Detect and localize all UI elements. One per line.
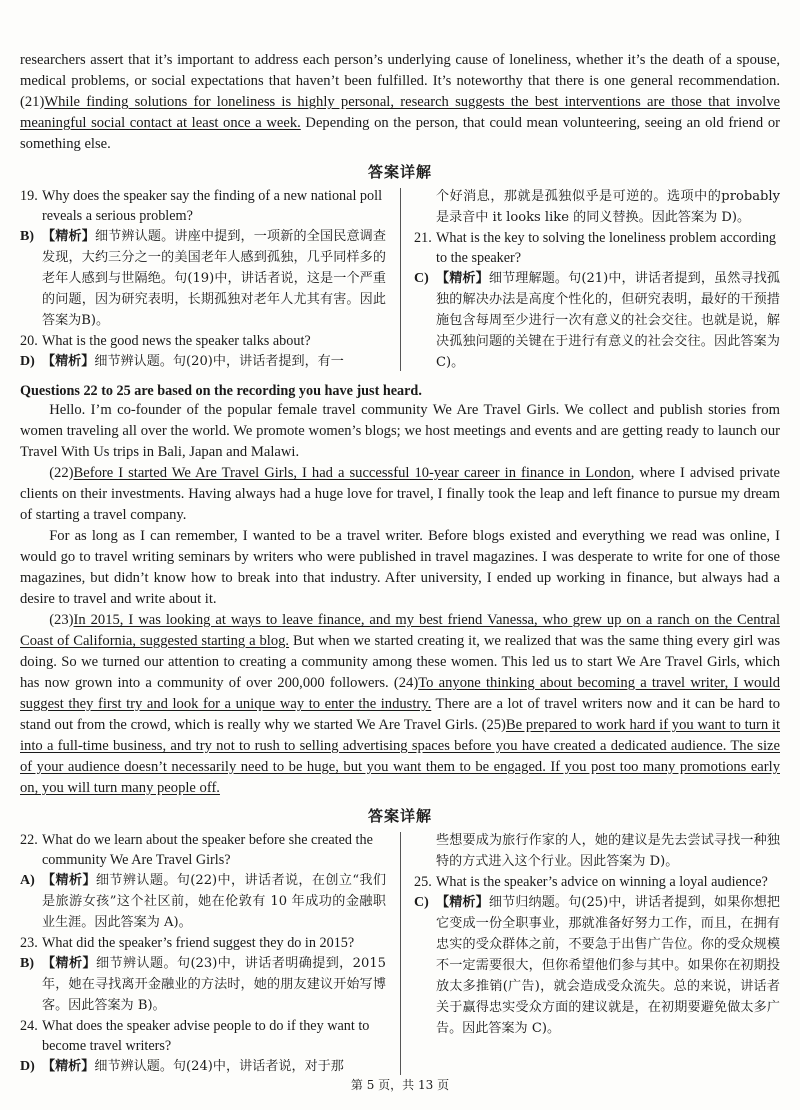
paragraph-text: There are a lot of travel writers now and it can be hard to stand out from the crowd, which is really why we started We Are Travel Girls. (25) bbox=[20, 696, 781, 733]
passage-paragraph-4 bbox=[20, 610, 780, 799]
underlined-sentence: Be prepared to work hard if you want to turn it into a full-time business, and try not to rush to selling advertising spaces before you have created a dedicated audience. The size of your audience doesn’t necessarily need to be huge, but you want them to be engaged. If you post too many promotions early on, you will turn many people off. bbox=[20, 717, 780, 796]
question-number: 20. bbox=[20, 333, 38, 349]
question-number: 25. bbox=[414, 874, 432, 890]
analysis-tag: 【精析】 bbox=[42, 1059, 95, 1074]
question-22 bbox=[20, 830, 386, 870]
intro-underlined: While finding solutions for loneliness is highly personal, research suggests the best interventions are those that involve meaningful social contact at least once a week. bbox=[20, 94, 780, 131]
document-page bbox=[20, 50, 780, 1077]
answer-text: 细节辨认题。句(23)中，讲话者明确提到，2015 年，她在寻找离开金融业的方法时，她的朋友建议开始写博客。因此答案为 B)。 bbox=[42, 956, 387, 1013]
question-text: What does the speaker advise people to do if they want to become travel writers? bbox=[42, 1018, 370, 1054]
paragraph-text: , where I advised private clients on their investments. Having always had a huge love for travel, I finally took the leap and left finance to pursue my dream of starting a travel company. bbox=[20, 465, 780, 523]
question-number: 21. bbox=[414, 230, 432, 246]
passage-paragraph-2 bbox=[20, 463, 780, 526]
question-25 bbox=[414, 872, 780, 892]
answer-text: 细节辨认题。句(24)中，讲话者说，对于那 bbox=[94, 1059, 344, 1074]
right-column bbox=[414, 186, 780, 373]
question-text: What did the speaker’s friend suggest they do in 2015? bbox=[42, 935, 355, 951]
underlined-sentence: To anyone thinking about becoming a travel writer, I would suggest they first try and look for a unique way to enter the industry. bbox=[20, 675, 780, 712]
question-number: 19. bbox=[20, 188, 38, 204]
answer-24 bbox=[20, 1056, 386, 1077]
answer-text: 细节辨认题。讲座中提到，一项新的全国民意调查发现，大约三分之一的美国老年人感到孤独，几乎同样多的老年人感到与世隔绝。句(19)中，讲话者说，这是一个严重的问题，因为研究表明，长期孤独对老年人尤其有害。因此答案为B)。 bbox=[42, 229, 387, 328]
question-19 bbox=[20, 186, 386, 226]
intro-paragraph bbox=[20, 50, 780, 155]
question-text: What do we learn about the speaker before she created the community We Are Travel Girls? bbox=[42, 832, 373, 868]
analysis-tag: 【精析】 bbox=[42, 229, 95, 244]
question-text: What is the key to solving the loneliness problem according to the speaker? bbox=[436, 230, 777, 266]
left-column bbox=[20, 830, 386, 1077]
answer-19 bbox=[20, 226, 386, 331]
answer-label: C) bbox=[414, 895, 429, 910]
intro-text: researchers assert that it’s important to address each person’s underlying cause of loneliness, whether it’s the death of a spouse, medical problems, or social expectations that haven’t been fulfilled. It’s noteworthy that there is one general recommendation. (21) bbox=[20, 52, 780, 110]
answer-label: B) bbox=[20, 956, 34, 971]
answer-label: D) bbox=[20, 1059, 35, 1074]
answer-23 bbox=[20, 953, 386, 1016]
ref-marker: (22) bbox=[49, 465, 74, 481]
question-23 bbox=[20, 933, 386, 953]
answer-text: 细节归纳题。句(25)中，讲话者提到，如果你想把它变成一份全职事业，那就准备好努力工作，而且，在拥有忠实的受众群体之前，不要急于出售广告位。你的受众规模不一定需要很大，但你希望他们参与其中。如果你在初期投放太多推销(广告)，就会造成受众流失。总的来说，讲话者关于赢得忠实受众方面的建议就是，在初期要避免做太多广告。因此答案为 C)。 bbox=[436, 895, 780, 1036]
left-column bbox=[20, 186, 386, 373]
question-text: What is the good news the speaker talks about? bbox=[42, 333, 311, 349]
answer-text: 细节辨认题。句(20)中，讲话者提到，有一 bbox=[94, 354, 344, 369]
answer-heading-2: 答案详解 bbox=[367, 807, 432, 825]
right-column bbox=[414, 830, 780, 1077]
column-divider bbox=[400, 832, 401, 1075]
answer-text: 细节理解题。句(21)中，讲话者提到，虽然寻找孤独的解决办法是高度个性化的，但研究表明，最好的干预措施包含每周至少进行一次有意义的社会交往。也就是说，解决孤独问题的关键在于进行有意义的社会交往。因此答案为 C)。 bbox=[436, 271, 780, 370]
answer-25 bbox=[414, 892, 780, 1039]
question-text: Why does the speaker say the finding of a new national poll reveals a serious problem? bbox=[42, 188, 383, 224]
answers-block-1 bbox=[20, 186, 780, 373]
paragraph-text: But when we started creating it, we realized that was the same thing every girl was doing. So we turned our attention to creating a community among these women. This led us to start We Are Travel Girls, which has now grown into a community of over 200,000 followers. (24) bbox=[20, 633, 780, 691]
answer-20-continued: 个好消息，那就是孤独似乎是可逆的。选项中的probably是录音中 it looks like 的同义替换。因此答案为 D)。 bbox=[436, 189, 780, 225]
analysis-tag: 【精析】 bbox=[436, 271, 489, 286]
answer-20 bbox=[20, 351, 386, 372]
analysis-tag: 【精析】 bbox=[42, 354, 95, 369]
question-21 bbox=[414, 228, 780, 268]
answer-heading-1: 答案详解 bbox=[367, 163, 432, 181]
analysis-tag: 【精析】 bbox=[42, 873, 96, 888]
passage-paragraph-1: Hello. I’m co-founder of the popular female travel community We Are Travel Girls. We collect and publish stories from women traveling all over the world. We promote women’s blogs; we host meetings and events and are getting ready to launch our Travel With Us trips in Bali, Japan and Malawi. bbox=[20, 402, 780, 460]
answer-24-continued: 些想要成为旅行作家的人，她的建议是先去尝试寻找一种独特的方式进入这个行业。因此答案为 D)。 bbox=[436, 833, 780, 869]
underlined-sentence: Before I started We Are Travel Girls, I had a successful 10-year career in finance in London bbox=[73, 465, 631, 481]
intro-text-end: Depending on the person, that could mean volunteering, seeing an old friend or something else. bbox=[20, 115, 780, 152]
answer-22 bbox=[20, 870, 386, 933]
answer-label: D) bbox=[20, 354, 35, 369]
question-number: 22. bbox=[20, 832, 38, 848]
passage-paragraph-3: For as long as I can remember, I wanted to be a travel writer. Before blogs existed and everything we read was online, I would go to travel writing seminars by writers who were published in travel magazines. I was desperate to write for one of those magazines, but didn’t know how to break into that industry. After university, I ended up working in finance, but always had a desire to travel and write about it. bbox=[20, 528, 780, 607]
question-number: 24. bbox=[20, 1018, 38, 1034]
question-24 bbox=[20, 1016, 386, 1056]
question-number: 23. bbox=[20, 935, 38, 951]
answer-21 bbox=[414, 268, 780, 373]
answer-label: C) bbox=[414, 271, 429, 286]
answer-label: B) bbox=[20, 229, 34, 244]
ref-marker: (23) bbox=[49, 612, 74, 628]
analysis-tag: 【精析】 bbox=[42, 956, 96, 971]
questions-header: Questions 22 to 25 are based on the recording you have just heard. bbox=[20, 383, 422, 399]
column-divider bbox=[400, 188, 401, 371]
analysis-tag: 【精析】 bbox=[436, 895, 489, 910]
page-footer: 第 5 页，共 13 页 bbox=[350, 1078, 450, 1092]
answer-label: A) bbox=[20, 873, 35, 888]
question-20 bbox=[20, 331, 386, 351]
underlined-sentence: In 2015, I was looking at ways to leave finance, and my best friend Vanessa, who grew up on a ranch on the Central Coast of California, suggested starting a blog. bbox=[20, 612, 780, 649]
answer-text: 细节辨认题。句(22)中，讲话者说，在创立“我们是旅游女孩”这个社区前，她在伦敦有 10 年成功的金融职业生涯。因此答案为 A)。 bbox=[42, 873, 386, 930]
answers-block-2 bbox=[20, 830, 780, 1077]
question-text: What is the speaker’s advice on winning a loyal audience? bbox=[436, 874, 768, 890]
